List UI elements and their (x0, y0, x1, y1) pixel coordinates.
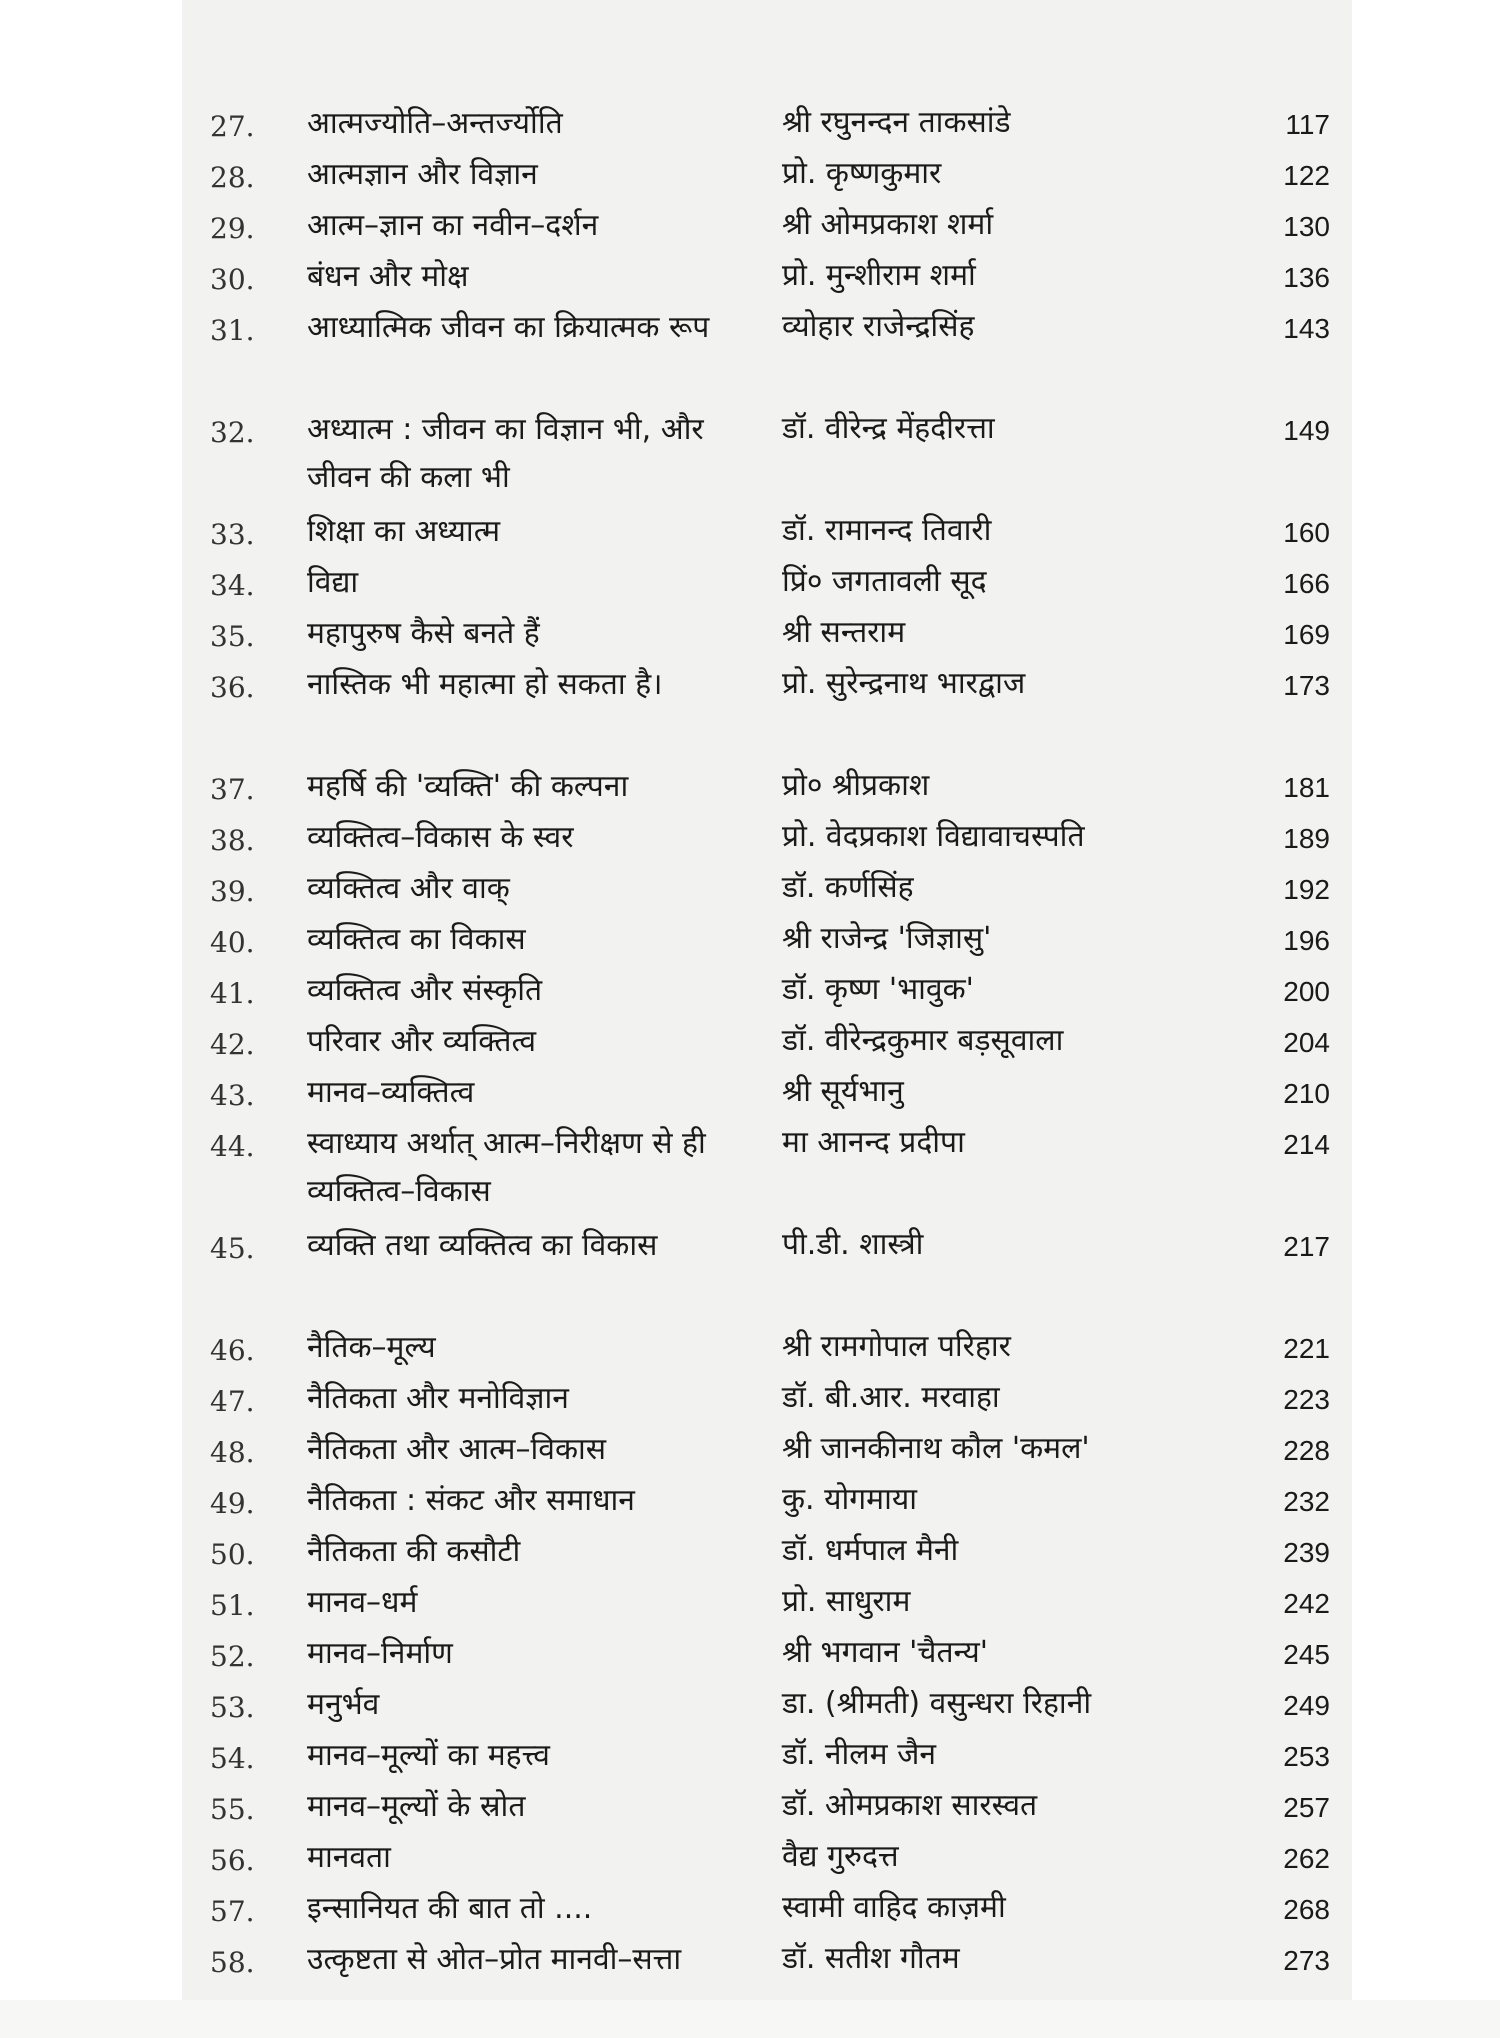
toc-entry (182, 1222, 1352, 1324)
toc-entry (182, 508, 1352, 559)
entry-number: 52. (210, 1640, 255, 1673)
entry-page: 273 (1283, 1945, 1330, 1976)
entry-number: 50. (210, 1538, 255, 1571)
entry-author: श्री जानकीनाथ कौल 'कमल' (782, 1431, 1090, 1466)
entry-title: मनुर्भव (307, 1687, 380, 1722)
toc-entry (182, 559, 1352, 610)
entry-number: 33. (210, 518, 255, 551)
entry-title: आत्मज्ञान और विज्ञान (307, 157, 538, 192)
entry-page: 221 (1283, 1333, 1330, 1364)
entry-title: नैतिकता और आत्म–विकास (307, 1432, 607, 1467)
entry-page: 181 (1283, 772, 1330, 803)
entry-author: श्री सन्तराम (782, 615, 906, 650)
entry-title: बंधन और मोक्ष (307, 259, 469, 294)
entry-number: 58. (210, 1946, 255, 1979)
entry-author: डॉ. ओमप्रकाश सारस्वत (782, 1788, 1038, 1823)
toc-entry (182, 151, 1352, 202)
entry-number: 48. (210, 1436, 255, 1469)
entry-number: 56. (210, 1844, 255, 1877)
entry-page: 200 (1283, 976, 1330, 1007)
entry-title: परिवार और व्यक्तित्व (307, 1024, 537, 1059)
toc-entry (182, 304, 1352, 406)
toc-entry (182, 814, 1352, 865)
entry-title: स्वाध्याय अर्थात् आत्म–निरीक्षण से ही व्यक्तित्व–विकास (307, 1126, 706, 1209)
entry-number: 45. (210, 1232, 255, 1265)
entry-number: 51. (210, 1589, 255, 1622)
entry-number: 32. (210, 416, 255, 449)
entry-author: प्रो. सुरेन्द्रनाथ भारद्वाज (782, 666, 1026, 701)
entry-author: श्री ओमप्रकाश शर्मा (782, 207, 994, 242)
toc-entry (182, 1732, 1352, 1783)
entry-number: 39. (210, 875, 255, 908)
entry-number: 27. (210, 110, 255, 143)
entry-page: 122 (1283, 160, 1330, 191)
entry-title: विद्या (307, 565, 359, 600)
entry-page: 196 (1283, 925, 1330, 956)
toc-entry (182, 763, 1352, 814)
entry-author: प्रिं० जगतावली सूद (782, 564, 987, 599)
entry-author: श्री रामगोपाल परिहार (782, 1329, 1011, 1364)
entry-number: 35. (210, 620, 255, 653)
toc-entry (182, 1783, 1352, 1834)
entry-number: 30. (210, 263, 255, 296)
entry-author: डॉ. कृष्ण 'भावुक' (782, 972, 974, 1007)
entry-page: 166 (1283, 568, 1330, 599)
entry-number: 28. (210, 161, 255, 194)
entry-page: 169 (1283, 619, 1330, 650)
entry-page: 136 (1283, 262, 1330, 293)
entry-page: 239 (1283, 1537, 1330, 1568)
toc-entry (182, 1120, 1352, 1222)
entry-number: 38. (210, 824, 255, 857)
toc-entry (182, 661, 1352, 763)
toc-entry (182, 202, 1352, 253)
entry-author: प्रो. साधुराम (782, 1584, 911, 1619)
entry-page: 192 (1283, 874, 1330, 905)
entry-page: 143 (1283, 313, 1330, 344)
entry-page: 223 (1283, 1384, 1330, 1415)
toc-entry (182, 1426, 1352, 1477)
toc-entry (182, 967, 1352, 1018)
entry-title: मानव–धर्म (307, 1585, 418, 1620)
table-of-contents (182, 100, 1352, 2038)
entry-page: 232 (1283, 1486, 1330, 1517)
entry-author: प्रो० श्रीप्रकाश (782, 768, 930, 803)
entry-page: 160 (1283, 517, 1330, 548)
entry-title: मानवता (307, 1840, 391, 1875)
entry-author: डॉ. वीरेन्द्र मेंहदीरत्ता (782, 411, 995, 446)
entry-number: 36. (210, 671, 255, 704)
entry-title: मानव–निर्माण (307, 1636, 453, 1671)
entry-number: 40. (210, 926, 255, 959)
entry-title: व्यक्तित्व और वाक् (307, 871, 510, 906)
entry-number: 31. (210, 314, 255, 347)
toc-entry (182, 406, 1352, 508)
entry-number: 53. (210, 1691, 255, 1724)
entry-title: नैतिकता की कसौटी (307, 1534, 521, 1569)
right-margin (1352, 0, 1500, 2000)
entry-title: महर्षि की 'व्यक्ति' की कल्पना (307, 769, 629, 804)
entry-number: 49. (210, 1487, 255, 1520)
entry-page: 228 (1283, 1435, 1330, 1466)
toc-entry (182, 1375, 1352, 1426)
entry-page: 204 (1283, 1027, 1330, 1058)
entry-title: आत्मज्योति–अन्तर्ज्योति (307, 106, 563, 141)
entry-number: 37. (210, 773, 255, 806)
entry-author: डॉ. रामानन्द तिवारी (782, 513, 992, 548)
entry-title: उत्कृष्टता से ओत–प्रोत मानवी–सत्ता (307, 1942, 682, 1977)
entry-number: 47. (210, 1385, 255, 1418)
entry-author: प्रो. मुन्शीराम शर्मा (782, 258, 976, 293)
entry-title: व्यक्तित्व–विकास के स्वर (307, 820, 574, 855)
entry-page: 217 (1283, 1231, 1330, 1262)
entry-author: मा आनन्द प्रदीपा (782, 1125, 965, 1160)
toc-entry (182, 610, 1352, 661)
toc-entry (182, 1885, 1352, 1936)
entry-title: मानव–मूल्यों के स्रोत (307, 1789, 526, 1824)
entry-number: 41. (210, 977, 255, 1010)
entry-title: शिक्षा का अध्यात्म (307, 514, 501, 549)
entry-page: 210 (1283, 1078, 1330, 1109)
entry-page: 257 (1283, 1792, 1330, 1823)
entry-title: महापुरुष कैसे बनते हैं (307, 616, 540, 651)
entry-author: श्री राजेन्द्र 'जिज्ञासु' (782, 921, 992, 956)
entry-title: व्यक्तित्व का विकास (307, 922, 526, 957)
entry-title: व्यक्तित्व और संस्कृति (307, 973, 543, 1008)
entry-page: 262 (1283, 1843, 1330, 1874)
entry-page: 268 (1283, 1894, 1330, 1925)
entry-page: 149 (1283, 415, 1330, 446)
entry-author: स्वामी वाहिद काज़मी (782, 1890, 1006, 1925)
entry-number: 54. (210, 1742, 255, 1775)
entry-number: 34. (210, 569, 255, 602)
entry-author: श्री भगवान 'चैतन्य' (782, 1635, 989, 1670)
toc-entry (182, 916, 1352, 967)
entry-number: 57. (210, 1895, 255, 1928)
entry-number: 42. (210, 1028, 255, 1061)
entry-number: 46. (210, 1334, 255, 1367)
entry-number: 55. (210, 1793, 255, 1826)
entry-title: अध्यात्म : जीवन का विज्ञान भी, और जीवन की कला भी (307, 412, 704, 495)
entry-page: 214 (1283, 1129, 1330, 1160)
entry-page: 173 (1283, 670, 1330, 701)
toc-entry (182, 1018, 1352, 1069)
entry-author: डॉ. धर्मपाल मैनी (782, 1533, 959, 1568)
entry-number: 29. (210, 212, 255, 245)
entry-author: प्रो. वेदप्रकाश विद्यावाचस्पति (782, 819, 1085, 854)
entry-author: डॉ. बी.आर. मरवाहा (782, 1380, 1000, 1415)
entry-title: नैतिकता और मनोविज्ञान (307, 1381, 569, 1416)
entry-page: 249 (1283, 1690, 1330, 1721)
toc-entry (182, 1834, 1352, 1885)
entry-title: नैतिकता : संकट और समाधान (307, 1483, 635, 1518)
entry-page: 130 (1283, 211, 1330, 242)
entry-title: इन्सानियत की बात तो .... (307, 1891, 593, 1926)
entry-title: नास्तिक भी महात्मा हो सकता है। (307, 667, 663, 702)
toc-entry (182, 1528, 1352, 1579)
entry-title: आत्म–ज्ञान का नवीन–दर्शन (307, 208, 599, 243)
entry-author: डॉ. कर्णसिंह (782, 870, 914, 905)
entry-author: प्रो. कृष्णकुमार (782, 156, 942, 191)
entry-title: मानव–मूल्यों का महत्त्व (307, 1738, 550, 1773)
toc-entry (182, 1630, 1352, 1681)
toc-entry (182, 865, 1352, 916)
toc-entry (182, 100, 1352, 151)
entry-author: डा. (श्रीमती) वसुन्धरा रिहानी (782, 1686, 1092, 1721)
entry-author: पी.डी. शास्त्री (782, 1227, 924, 1262)
entry-title: आध्यात्मिक जीवन का क्रियात्मक रूप (307, 310, 710, 345)
entry-page: 253 (1283, 1741, 1330, 1772)
toc-entry (182, 1681, 1352, 1732)
entry-author: कु. योगमाया (782, 1482, 918, 1517)
entry-page: 117 (1285, 109, 1330, 140)
toc-entry (182, 253, 1352, 304)
entry-author: डॉ. वीरेन्द्रकुमार बड़सूवाला (782, 1023, 1064, 1058)
entry-title: नैतिक–मूल्य (307, 1330, 436, 1365)
toc-entry (182, 1324, 1352, 1375)
entry-title: व्यक्ति तथा व्यक्तित्व का विकास (307, 1228, 658, 1263)
entry-number: 44. (210, 1130, 255, 1163)
toc-entry (182, 1579, 1352, 1630)
entry-number: 43. (210, 1079, 255, 1112)
entry-page: 189 (1283, 823, 1330, 854)
entry-author: वैद्य गुरुदत्त (782, 1839, 899, 1874)
entry-author: व्योहार राजेन्द्रसिंह (782, 309, 975, 344)
toc-entry (182, 1477, 1352, 1528)
entry-author: डॉ. सतीश गौतम (782, 1941, 960, 1976)
entry-author: श्री रघुनन्दन ताकसांडे (782, 105, 1011, 140)
left-margin (0, 0, 182, 2000)
entry-author: डॉ. नीलम जैन (782, 1737, 937, 1772)
toc-entry (182, 1936, 1352, 2038)
entry-title: मानव–व्यक्तित्व (307, 1075, 475, 1110)
toc-entry (182, 1069, 1352, 1120)
entry-page: 245 (1283, 1639, 1330, 1670)
entry-author: श्री सूर्यभानु (782, 1074, 904, 1109)
entry-page: 242 (1283, 1588, 1330, 1619)
